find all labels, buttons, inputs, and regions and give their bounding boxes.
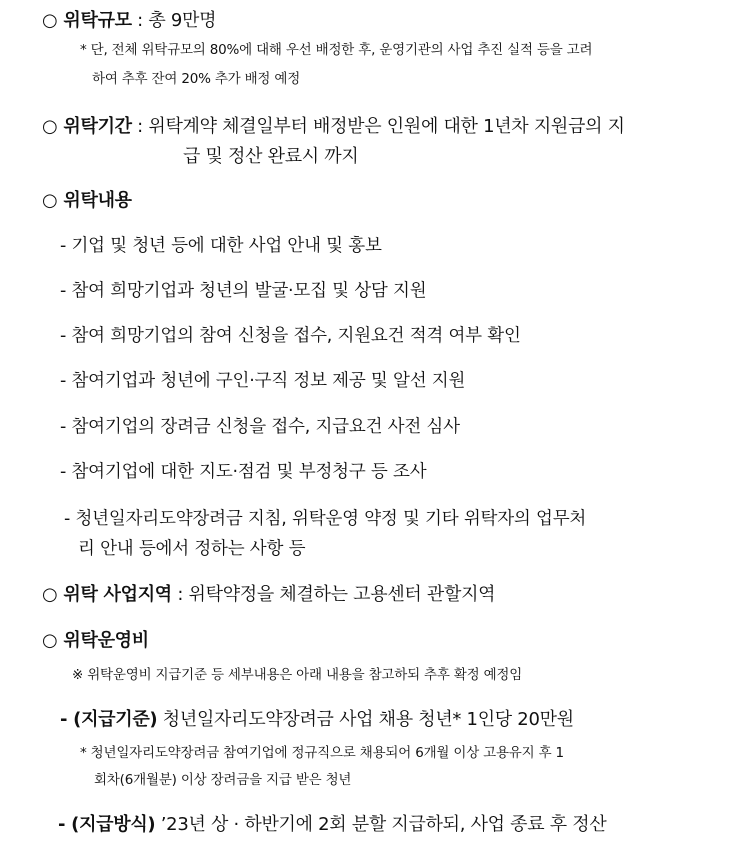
section-region — [42, 580, 495, 606]
payment-method-label: - (지급방식) — [58, 814, 156, 835]
payment-standard-label: - (지급기준) — [60, 709, 158, 730]
content-item: - 참여 희망기업의 참여 신청을 접수, 지원요건 적격 여부 확인 — [60, 326, 521, 346]
section-period-value-line1: 위탁계약 체결일부터 배정받은 인원에 대한 1년차 지원금의 지 — [148, 116, 625, 137]
payment-standard-value: 청년일자리도약장려금 사업 채용 청년* 1인당 20만원 — [157, 709, 574, 730]
content-item: - 참여기업에 대한 지도·점검 및 부정청구 등 조사 — [60, 462, 427, 482]
circle-bullet-icon: ○ — [42, 10, 58, 31]
section-cost — [42, 626, 149, 652]
circle-bullet-icon: ○ — [42, 584, 58, 605]
section-content-label: 위탁내용 — [63, 190, 132, 211]
content-item-last-line1: - 청년일자리도약장려금 지침, 위탁운영 약정 및 기타 위탁자의 업무처 — [64, 509, 587, 529]
scale-note-line2: 하여 추후 잔여 20% 추가 배정 예정 — [92, 71, 301, 87]
payment-method-value: ’23년 상 · 하반기에 2회 분할 지급하되, 사업 종료 후 정산 — [155, 814, 607, 835]
content-item: - 참여 희망기업과 청년의 발굴·모집 및 상담 지원 — [60, 281, 427, 301]
payment-standard-note-line1: * 청년일자리도약장려금 참여기업에 정규직으로 채용되어 6개월 이상 고용유지 후 1 — [80, 745, 564, 761]
section-period-label: 위탁기간 — [63, 116, 132, 137]
section-period-colon: : — [131, 116, 149, 137]
cost-note: ※ 위탁운영비 지급기준 등 세부내용은 아래 내용을 참고하되 추후 확정 예정임 — [72, 667, 523, 683]
payment-standard — [60, 705, 574, 731]
section-scale-value: 총 9만명 — [148, 10, 217, 31]
section-region-colon: : — [171, 584, 189, 605]
section-scale — [42, 6, 216, 32]
section-scale-label: 위탁규모 — [63, 10, 132, 31]
payment-standard-note-line2: 회차(6개월분) 이상 장려금을 지급 받은 청년 — [94, 772, 352, 788]
content-item-last-line2: 리 안내 등에서 정하는 사항 등 — [78, 539, 306, 559]
section-period — [42, 112, 625, 138]
scale-note-line1: * 단, 전체 위탁규모의 80%에 대해 우선 배정한 후, 운영기관의 사업 추진 실적 등을 고려 — [80, 42, 593, 58]
content-item: - 기업 및 청년 등에 대한 사업 안내 및 홍보 — [60, 236, 382, 256]
content-item: - 참여기업과 청년에 구인·구직 정보 제공 및 알선 지원 — [60, 371, 466, 391]
section-region-label: 위탁 사업지역 — [63, 584, 172, 605]
section-scale-colon: : — [131, 10, 149, 31]
circle-bullet-icon: ○ — [42, 116, 58, 137]
section-period-value-line2: 급 및 정산 완료시 까지 — [183, 146, 359, 167]
section-cost-label: 위탁운영비 — [63, 630, 149, 651]
payment-method — [58, 810, 606, 836]
content-item: - 참여기업의 장려금 신청을 접수, 지급요건 사전 심사 — [60, 417, 460, 437]
section-content — [42, 186, 132, 212]
circle-bullet-icon: ○ — [42, 630, 58, 651]
section-region-value: 위탁약정을 체결하는 고용센터 관할지역 — [188, 584, 496, 605]
circle-bullet-icon: ○ — [42, 190, 58, 211]
